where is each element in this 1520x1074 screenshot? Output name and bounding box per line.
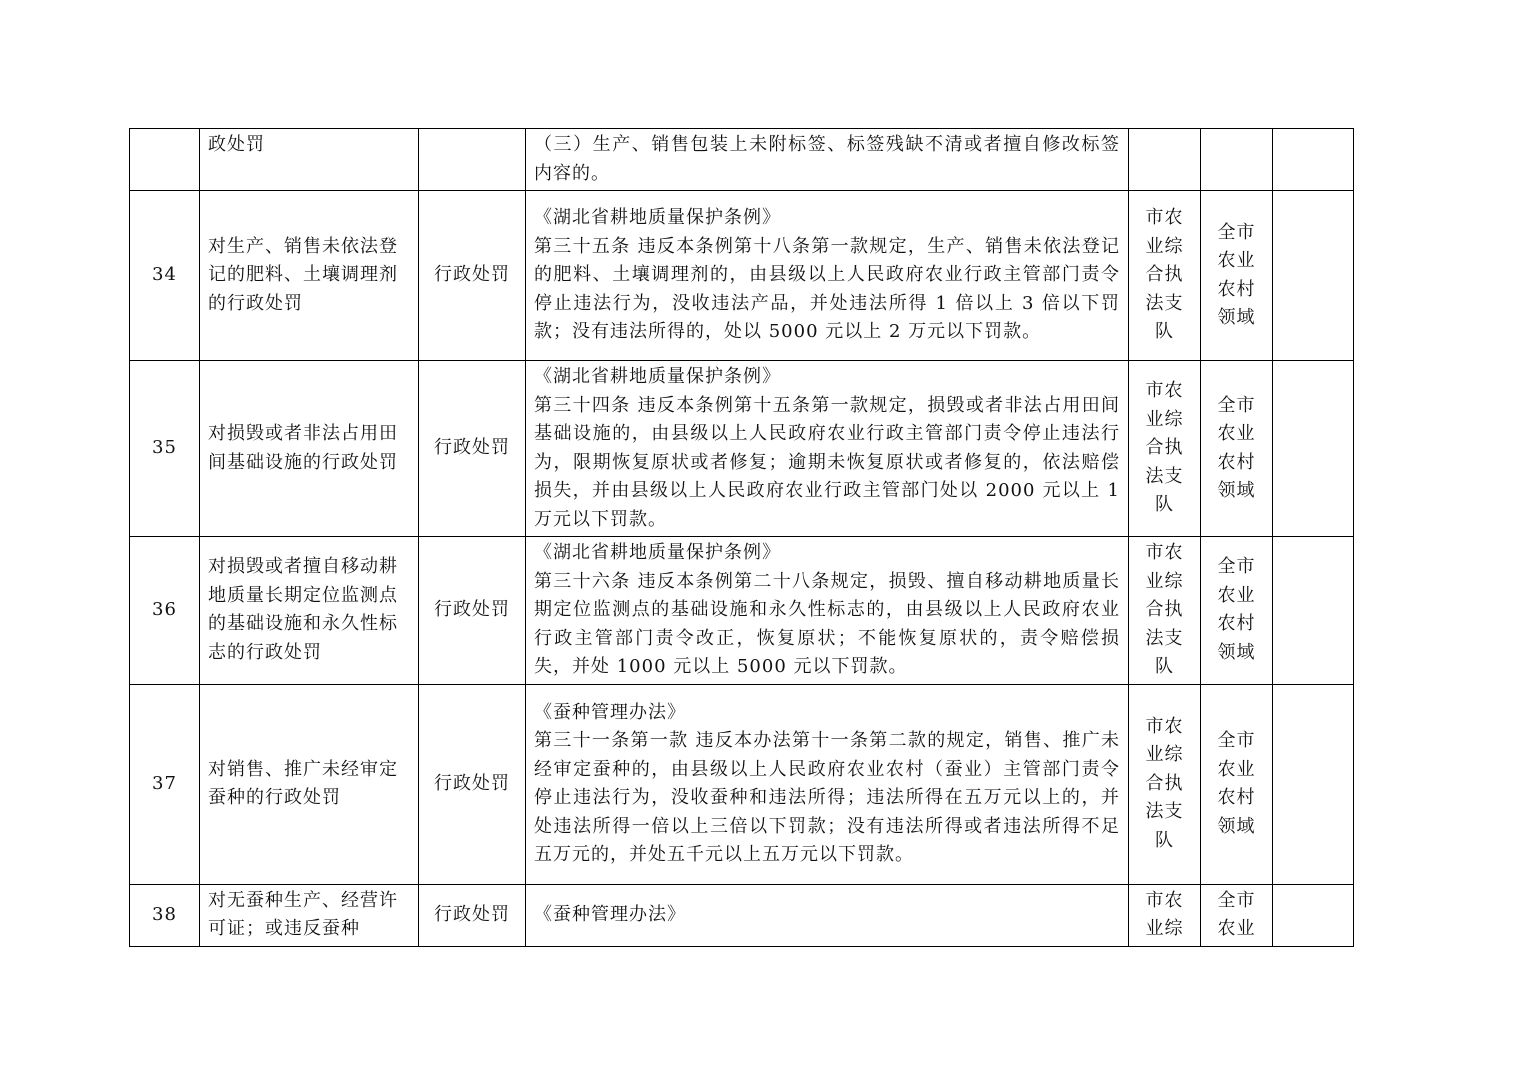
row-number: 36 [130,537,200,685]
enforcement-dept: 市农业综 [1129,884,1201,946]
item-name: 对无蚕种生产、经营许可证；或违反蚕种 [200,884,419,946]
remarks [1273,129,1354,191]
legal-basis [526,684,1129,884]
legal-basis [526,537,1129,685]
item-name: 对销售、推广未经审定蚕种的行政处罚 [200,684,419,884]
table-row [130,361,1354,537]
table-row [130,129,1354,191]
enforcement-scope: 全市农业农村领域 [1201,191,1273,361]
table-row [130,684,1354,884]
basis-title: 《湖北省耕地质量保护条例》 [534,542,781,563]
legal-basis [526,884,1129,946]
item-name: 对生产、销售未依法登记的肥料、土壤调理剂的行政处罚 [200,191,419,361]
row-number: 38 [130,884,200,946]
enforcement-dept: 市农业综合执法支队 [1129,191,1201,361]
enforcement-scope [1201,129,1273,191]
enforcement-dept: 市农业综合执法支队 [1129,361,1201,537]
item-name: 对损毁或者擅自移动耕地质量长期定位监测点的基础设施和永久性标志的行政处罚 [200,537,419,685]
table-row [130,191,1354,361]
basis-title: 《湖北省耕地质量保护条例》 [534,207,781,229]
item-name: 对损毁或者非法占用田间基础设施的行政处罚 [200,361,419,537]
basis-title: 《湖北省耕地质量保护条例》 [534,366,781,387]
penalty-table [129,128,1354,947]
basis-title: 《蚕种管理办法》 [534,903,686,925]
remarks [1273,537,1354,685]
row-number: 34 [130,191,200,361]
remarks [1273,361,1354,537]
item-type: 行政处罚 [419,191,526,361]
row-number [130,129,200,191]
row-number: 35 [130,361,200,537]
legal-basis [526,191,1129,361]
item-type [419,129,526,191]
basis-title: 《蚕种管理办法》 [534,701,686,723]
enforcement-scope: 全市农业农村领域 [1201,537,1273,685]
enforcement-scope: 全市农业农村领域 [1201,684,1273,884]
item-type: 行政处罚 [419,361,526,537]
row-number: 37 [130,684,200,884]
legal-basis [526,361,1129,537]
basis-text: 第三十六条 违反本条例第二十八条规定，损毁、擅自移动耕地质量长期定位监测点的基础设施和永久性标志的，由县级以上人民政府农业行政主管部门责令改正，恢复原状；不能恢复原状的，责令赔偿损失，并处 1000 元以上 5000 元以下罚款。 [534,570,1120,677]
remarks [1273,191,1354,361]
table-row [130,884,1354,946]
item-name: 政处罚 [200,129,419,191]
item-type: 行政处罚 [419,537,526,685]
table-row [130,537,1354,685]
enforcement-dept: 市农业综合执法支队 [1129,684,1201,884]
basis-text: 第三十四条 违反本条例第十五条第一款规定，损毁或者非法占用田间基础设施的，由县级以上人民政府农业行政主管部门责令停止违法行为，限期恢复原状或者修复；逾期未恢复原状或者修复的，依法赔偿损失，并由县级以上人民政府农业行政主管部门处以 2000 元以上 1 万元以下罚款。 [534,394,1120,530]
legal-basis [526,129,1129,191]
enforcement-scope: 全市农业农村领域 [1201,361,1273,537]
basis-text: 第三十一条第一款 违反本办法第十一条第二款的规定，销售、推广未经审定蚕种的，由县级以上人民政府农业农村（蚕业）主管部门责令停止违法行为，没收蚕种和违法所得；违法所得在五万元以上的，并处违法所得一倍以上三倍以下罚款；没有违法所得或者违法所得不足五万元的，并处五千元以上五万元以下罚款。 [534,730,1120,865]
enforcement-dept: 市农业综合执法支队 [1129,537,1201,685]
item-type: 行政处罚 [419,684,526,884]
basis-text: 第三十五条 违反本条例第十八条第一款规定，生产、销售未依法登记的肥料、土壤调理剂的，由县级以上人民政府农业行政主管部门责令停止违法行为，没收违法产品，并处违法所得 1 倍以上 3 倍以下罚款；没有违法所得的，处以 5000 元以上 2 万元以下罚款。 [534,235,1120,343]
remarks [1273,884,1354,946]
item-type: 行政处罚 [419,884,526,946]
enforcement-scope: 全市农业 [1201,884,1273,946]
remarks [1273,684,1354,884]
enforcement-dept [1129,129,1201,191]
basis-text: （三）生产、销售包装上未附标签、标签残缺不清或者擅自修改标签内容的。 [534,134,1120,184]
